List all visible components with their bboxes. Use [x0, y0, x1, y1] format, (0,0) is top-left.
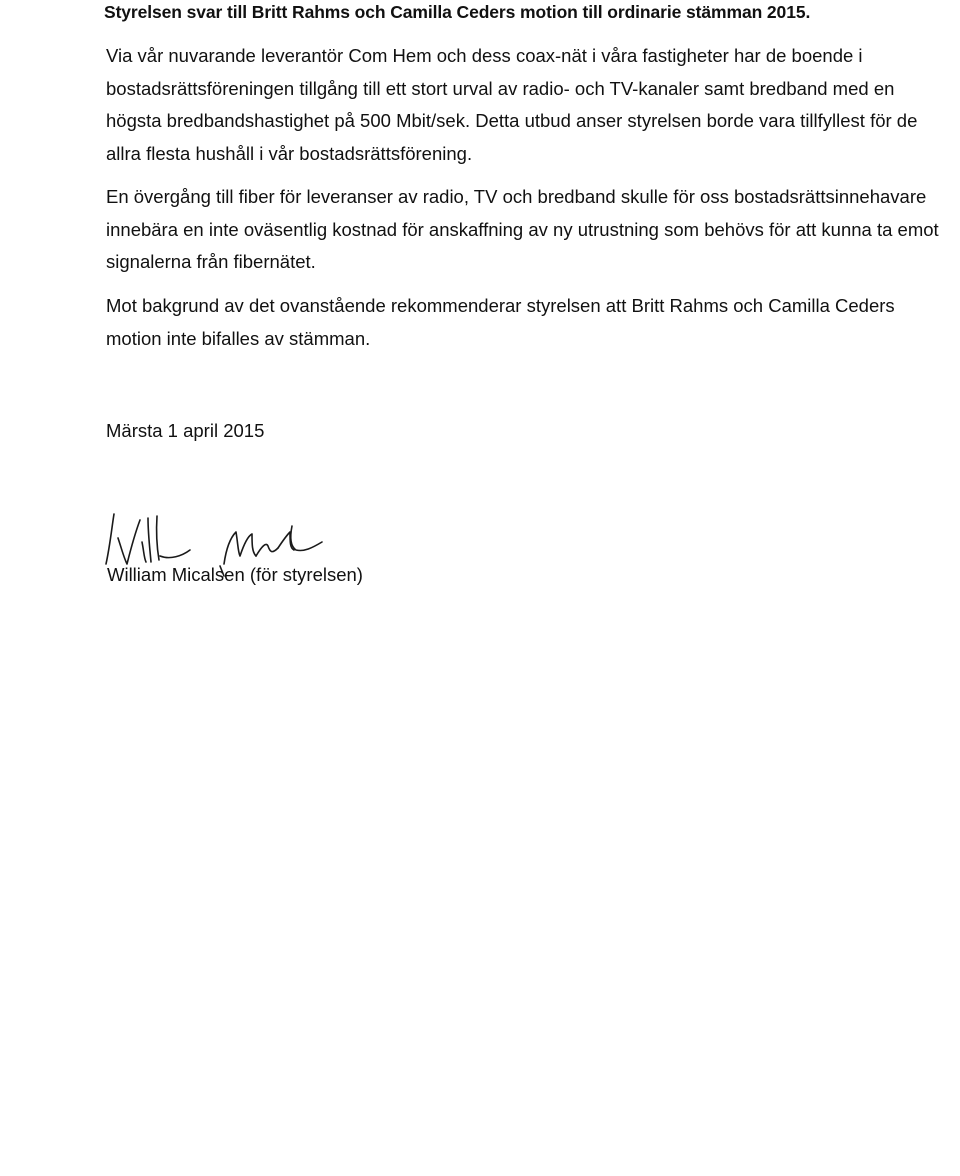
signatory-name: William Micalsen (för styrelsen) — [107, 564, 363, 585]
document-title: Styrelsen svar till Britt Rahms och Camilla Ceders motion till ordinarie stämman 2015. — [104, 2, 811, 22]
paragraph-current-provider: Via vår nuvarande leverantör Com Hem och dess coax-nät i våra fastigheter har de boende i bostadsrättsföreningen tillgång till ett stort urval av radio- och TV-kanaler samt bredband med en högsta bredbandshastighet på 500 Mbit/sek. Detta utbud anser styrelsen borde vara tillfyllest för de allra flesta hushåll i vår bostadsrättsförening. — [106, 45, 918, 164]
paragraph-recommendation: Mot bakgrund av det ovanstående rekommenderar styrelsen att Britt Rahms och Camilla Ceders motion inte bifalles av stämman. — [106, 295, 895, 349]
paragraph-fiber-cost: En övergång till fiber för leveranser av radio, TV och bredband skulle för oss bostadsrättsinnehavare innebära en inte oväsentlig kostnad för anskaffning av ny utrustning som behövs för att kunna ta emot signalerna från fibernätet. — [106, 186, 939, 272]
place-and-date: Märsta 1 april 2015 — [106, 420, 265, 441]
